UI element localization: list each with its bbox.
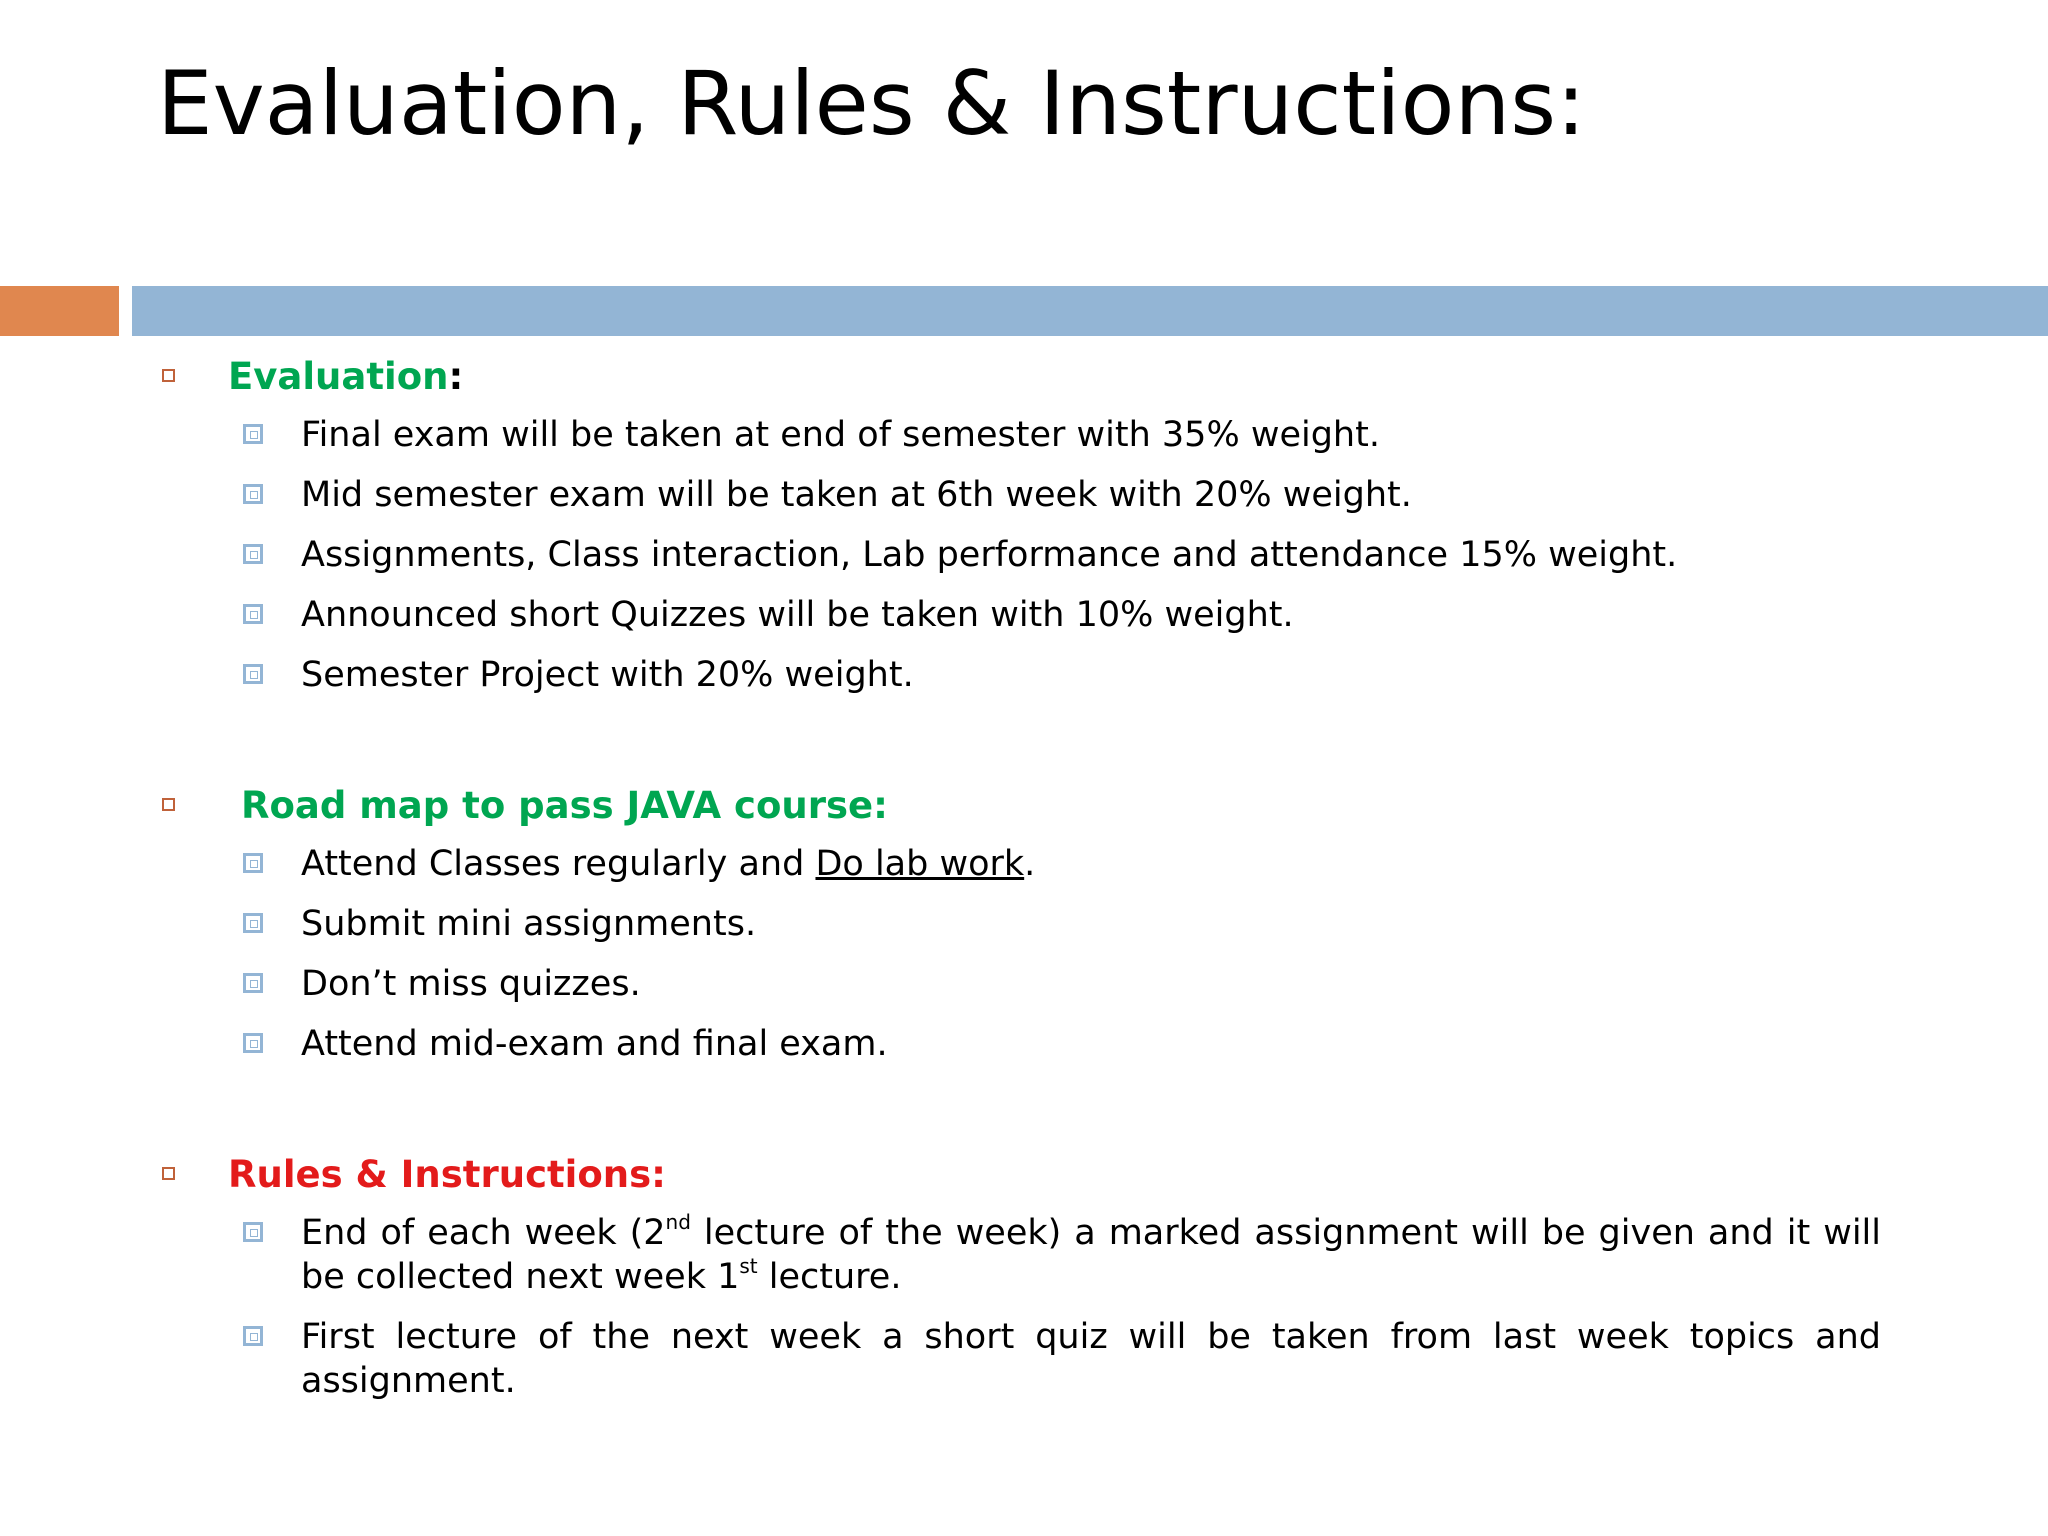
evaluation-item-text: Semester Project with 20% weight. [301,655,914,695]
list-item [0,465,2048,525]
evaluation-item-text: Mid semester exam will be taken at 6th week with 20% weight. [301,475,1412,515]
evaluation-item-text: Announced short Quizzes will be taken with 10% weight. [301,595,1294,635]
ordinal-superscript: nd [665,1210,691,1234]
roadmap-item-text: Attend mid-exam and final exam. [301,1024,888,1064]
evaluation-item-text: Final exam will be taken at end of semester with 35% weight. [301,415,1380,455]
list-item [0,645,2048,705]
nested-square-icon [243,424,263,444]
ordinal-superscript: st [739,1254,758,1278]
nested-square-icon [243,484,263,504]
list-item [0,585,2048,645]
list-item [0,834,2048,894]
list-item [0,1307,2048,1411]
nested-square-icon [243,604,263,624]
nested-square-icon [243,853,263,873]
nested-square-icon [243,1222,263,1242]
evaluation-heading-text: Evaluation [228,355,449,398]
rules-heading: Rules & Instructions: [228,1153,666,1196]
nested-square-icon [243,1326,263,1346]
rules-item-part: lecture. [757,1257,902,1297]
roadmap-item-text [301,834,1881,894]
list-item [0,405,2048,465]
nested-square-icon [243,913,263,933]
list-item [0,894,2048,954]
evaluation-item-text: Assignments, Class interaction, Lab performance and attendance 15% weight. [301,535,1678,575]
evaluation-header [0,349,2048,405]
outline-square-icon [162,798,175,811]
nested-square-icon [243,973,263,993]
slide-title: Evaluation, Rules & Instructions: [157,52,1586,155]
list-item [0,1203,2048,1307]
nested-square-icon [243,544,263,564]
roadmap-item-text: Don’t miss quizzes. [301,964,641,1004]
evaluation-heading [228,349,463,405]
outline-square-icon [162,369,175,382]
evaluation-heading-colon: : [448,355,464,398]
outline-square-icon [162,1167,175,1180]
list-item [0,525,2048,585]
roadmap-section [0,778,2048,1074]
accent-bar-orange [0,286,119,336]
roadmap-heading: Road map to pass JAVA course: [241,784,888,827]
rules-section [0,1147,2048,1411]
do-lab-work-text: Do lab work [815,844,1025,884]
rules-item-part: End of each week (2 [301,1213,666,1253]
rules-item-text [301,1203,1881,1307]
rules-item-part: lecture of the week) a marked assignment will be given and it will be collected next week 1 [301,1213,1882,1297]
roadmap-item-pre: Attend Classes regularly and [301,844,816,884]
roadmap-item-post: . [1024,844,1036,884]
evaluation-section [0,349,2048,705]
roadmap-item-text: Submit mini assignments. [301,904,757,944]
rules-item-text: First lecture of the next week a short quiz will be taken from last week topics and assignment. [301,1317,1881,1401]
accent-bar-blue [132,286,2048,336]
nested-square-icon [243,1033,263,1053]
list-item [0,1014,2048,1074]
roadmap-header [0,778,2048,834]
rules-header [0,1147,2048,1203]
nested-square-icon [243,664,263,684]
list-item [0,954,2048,1014]
